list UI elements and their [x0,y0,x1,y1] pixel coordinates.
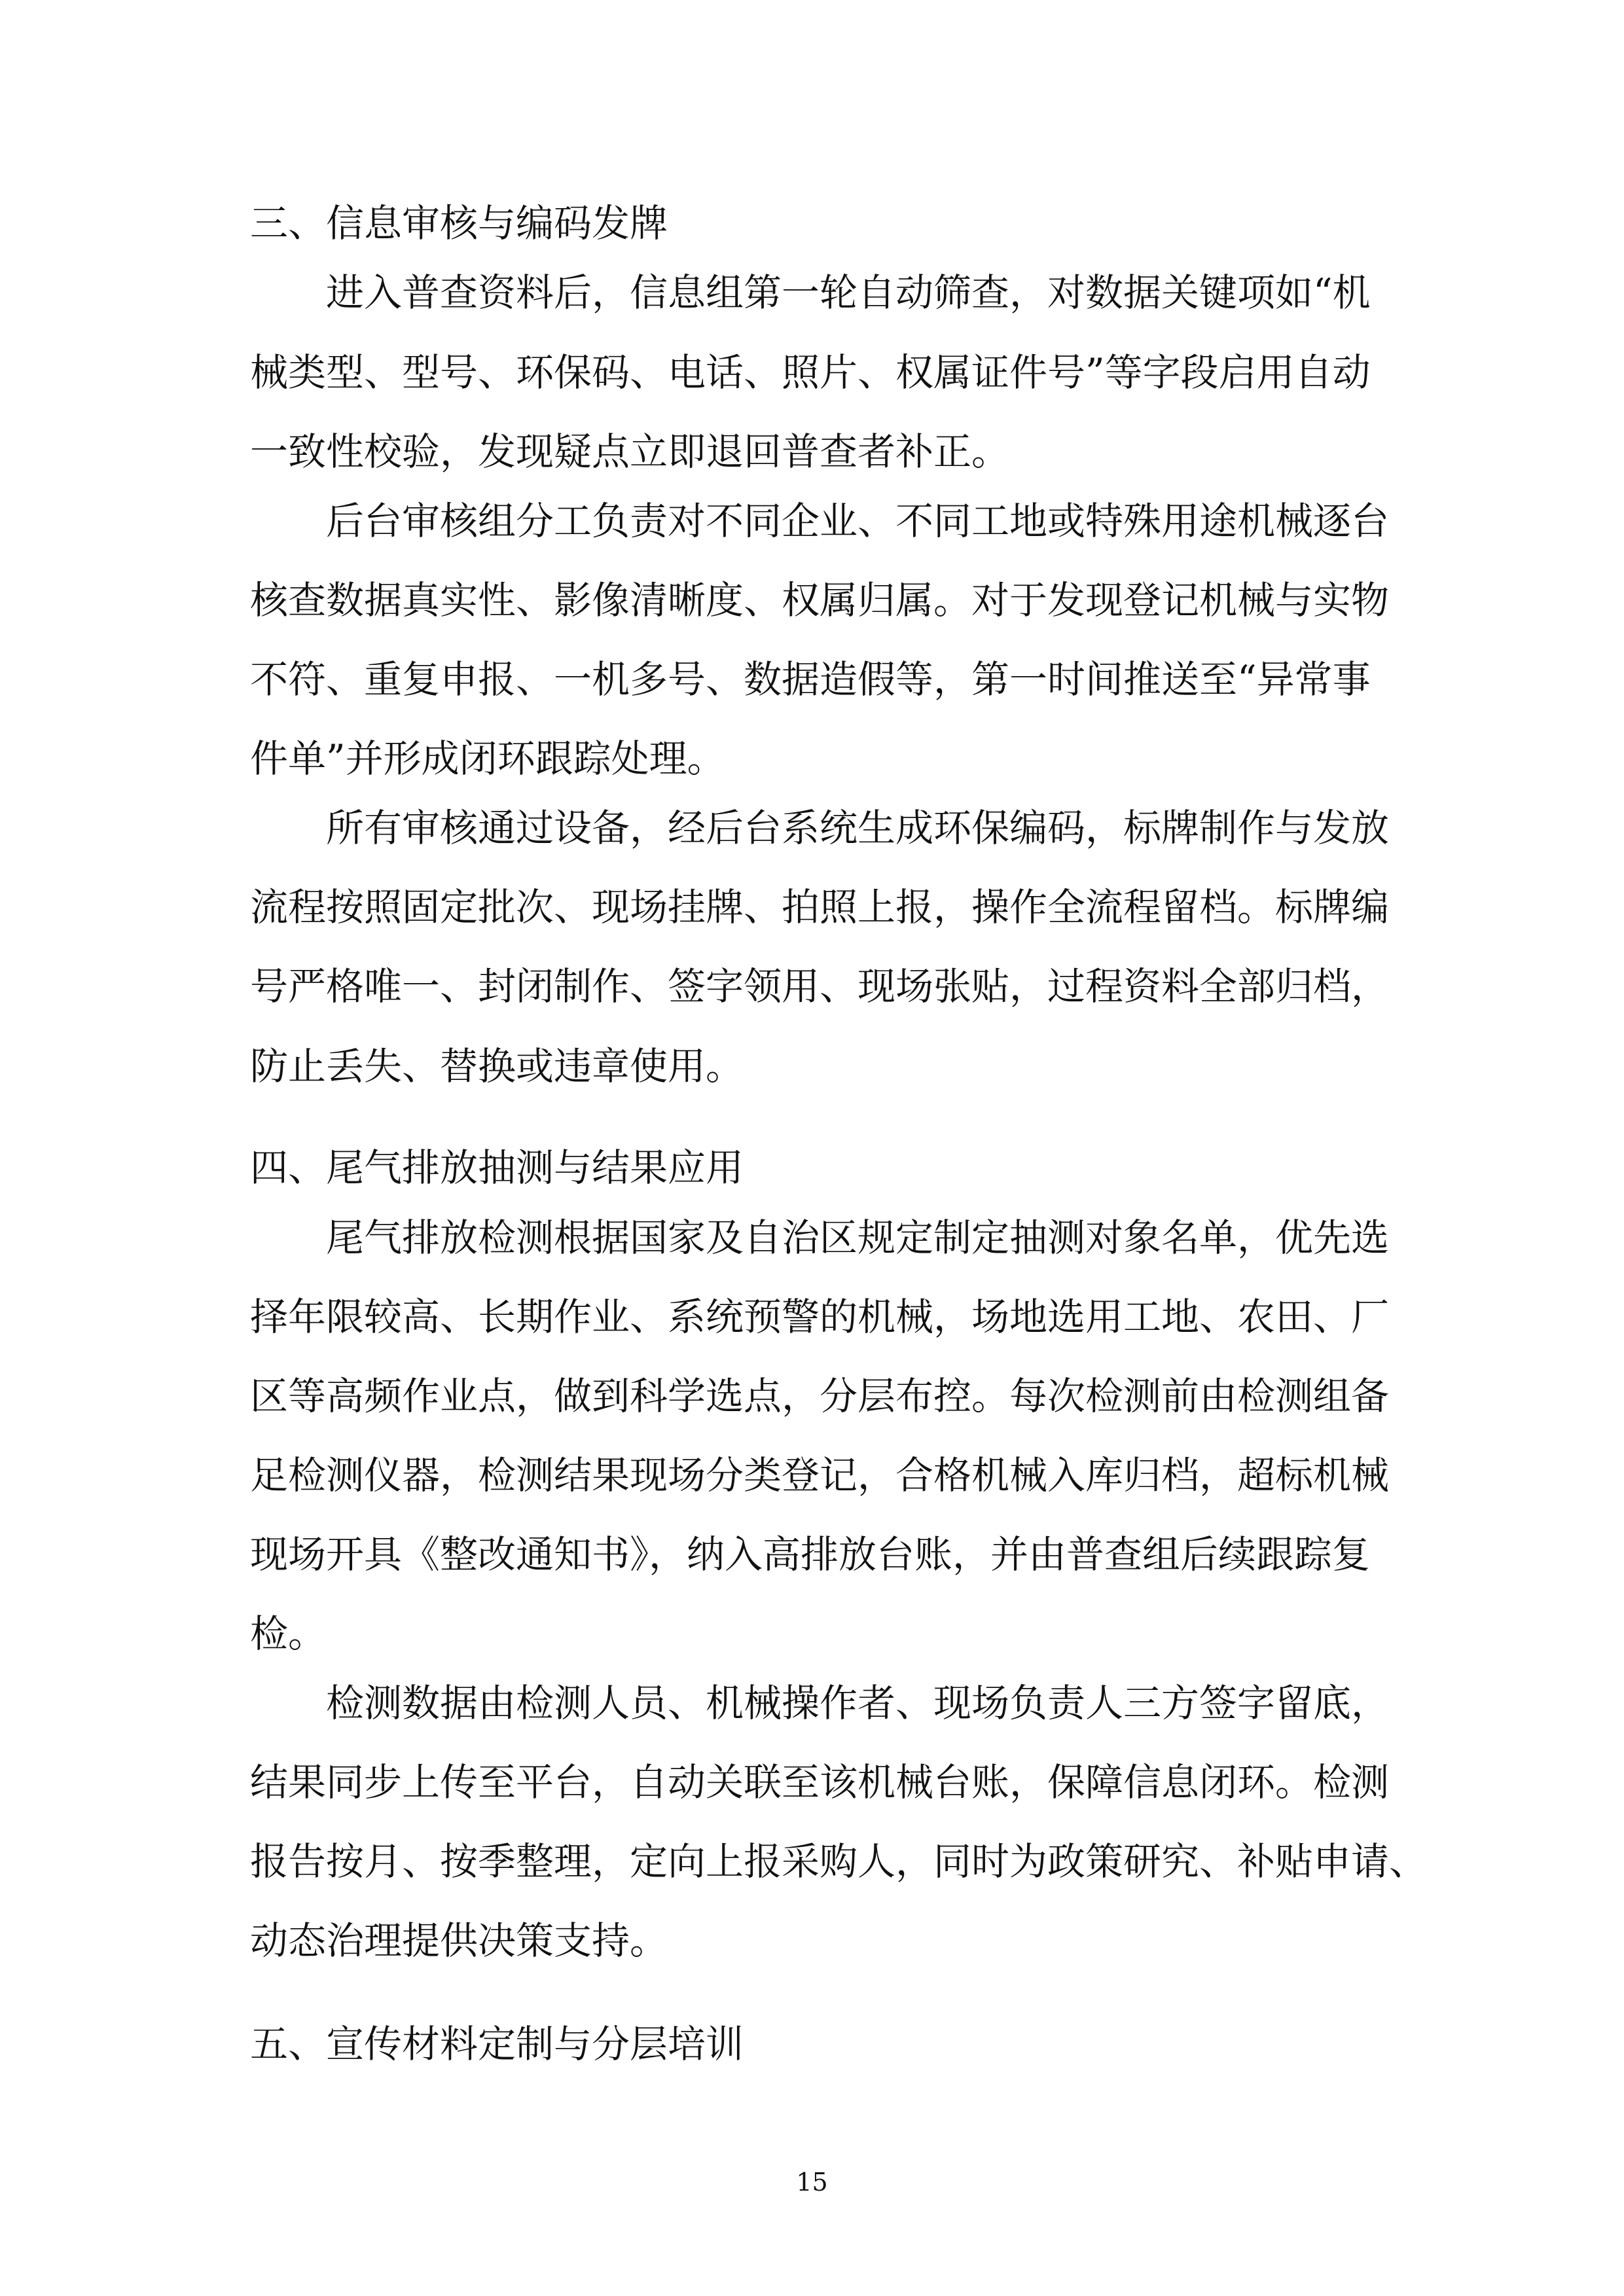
paragraph-line: 械类型、型号、环保码、电话、照片、权属证件号”等字段启用自动 [250,350,1371,395]
paragraph-line: 一致性校验，发现疑点立即退回普查者补正。 [250,429,1010,474]
paragraph-line: 后台审核组分工负责对不同企业、不同工地或特殊用途机械逐台 [326,499,1390,543]
paragraph-line: 号严格唯一、封闭制作、签字领用、现场张贴，过程资料全部归档， [250,964,1390,1009]
paragraph-line: 不符、重复申报、一机多号、数据造假等，第一时间推送至“异常事 [250,657,1371,702]
paragraph-line: 核查数据真实性、影像清晰度、权属归属。对于发现登记机械与实物 [250,578,1390,622]
section-heading: 四、尾气排放抽测与结果应用 [250,1145,744,1190]
paragraph-line: 防止丢失、替换或违章使用。 [250,1044,744,1088]
paragraph-line: 择年限较高、长期作业、系统预警的机械，场地选用工地、农田、厂 [250,1295,1390,1339]
paragraph-line: 件单”并形成闭环跟踪处理。 [250,736,725,781]
paragraph-line: 流程按照固定批次、现场挂牌、拍照上报，操作全流程留档。标牌编 [250,885,1390,929]
paragraph-line: 检测数据由检测人员、机械操作者、现场负责人三方签字留底， [326,1681,1390,1725]
paragraph-line: 报告按月、按季整理，定向上报采购人，同时为政策研究、补贴申请、 [250,1839,1428,1884]
paragraph-line: 检。 [250,1611,327,1656]
paragraph-line: 进入普查资料后，信息组第一轮自动筛查，对数据关键项如“机 [326,270,1371,315]
paragraph-line: 动态治理提供决策支持。 [250,1918,668,1963]
section-heading: 三、信息审核与编码发牌 [250,201,668,245]
paragraph-line: 足检测仪器，检测结果现场分类登记，合格机械入库归档，超标机械 [250,1453,1390,1498]
paragraph-line: 所有审核通过设备，经后台系统生成环保编码，标牌制作与发放 [326,806,1390,850]
paragraph-line: 结果同步上传至平台，自动关联至该机械台账，保障信息闭环。检测 [250,1760,1390,1804]
page-number: 15 [796,2168,828,2197]
section-heading: 五、宣传材料定制与分层培训 [250,2022,744,2066]
paragraph-line: 现场开具《整改通知书》，纳入高排放台账，并由普查组后续跟踪复 [250,1532,1371,1577]
paragraph-line: 尾气排放检测根据国家及自治区规定制定抽测对象名单，优先选 [326,1215,1390,1260]
paragraph-line: 区等高频作业点，做到科学选点，分层布控。每次检测前由检测组备 [250,1374,1390,1418]
